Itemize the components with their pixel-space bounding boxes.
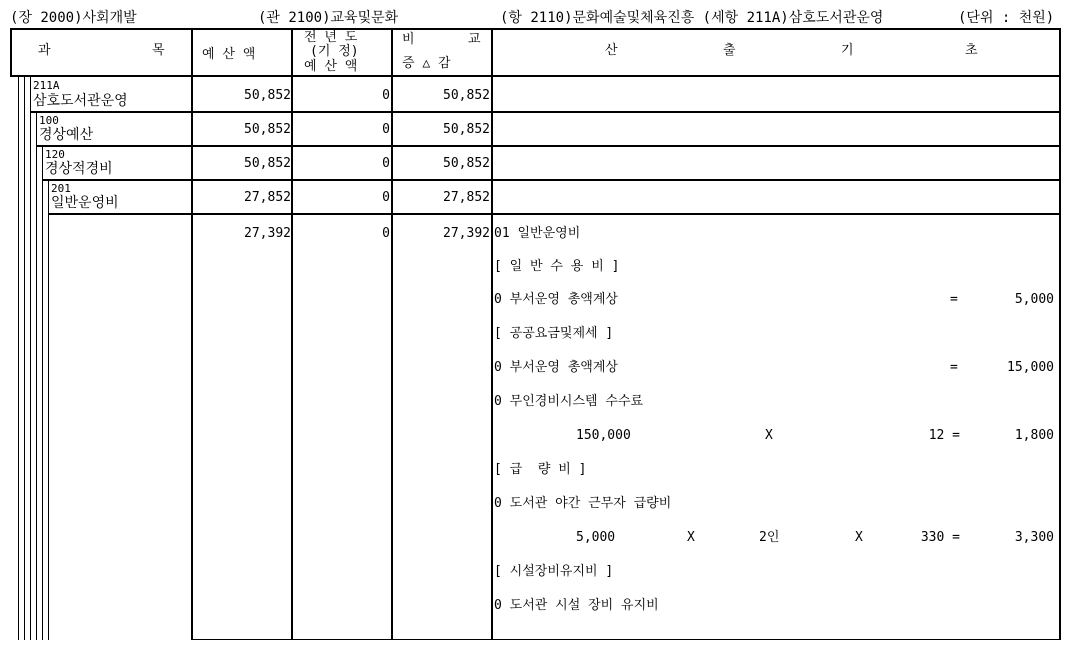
row-name: 경상예산 <box>39 127 94 143</box>
row-budget: 50,852 <box>244 122 291 137</box>
header-basis-1: 산 <box>605 43 618 58</box>
detail-section-3: [ 급 량 비 ] <box>494 462 587 477</box>
row-code: 201 <box>51 182 71 195</box>
row-name: 일반운영비 <box>51 195 119 211</box>
row-name: 경상적경비 <box>45 161 113 177</box>
detail-calc-4-a: 5,000 <box>576 530 616 545</box>
detail-budget: 27,392 <box>244 226 291 241</box>
row-name: 삼호도서관운영 <box>33 93 128 109</box>
header-basis-3: 기 <box>841 43 854 58</box>
detail-item-1-amount: 5,000 <box>1014 292 1054 307</box>
detail-item-3: 0 무인경비시스템 수수료 <box>494 394 644 409</box>
detail-section-1: [ 일 반 수 용 비 ] <box>494 259 620 274</box>
detail-calc-4-x1: X <box>687 530 695 545</box>
header-prev-1: 전 년 도 <box>304 30 358 45</box>
item-label: (항 2110)문화예술및체육진흥 (세항 211A)삼호도서관운영 <box>500 10 884 26</box>
chapter-label: (장 2000)사회개발 <box>10 10 137 26</box>
detail-calc-3-amount: 1,800 <box>1014 428 1054 443</box>
detail-item-2: 0 부서운영 총액계상 <box>494 360 618 375</box>
detail-diff: 27,392 <box>443 226 490 241</box>
section-label: (관 2100)교육및문화 <box>258 10 399 26</box>
row-prev: 0 <box>382 88 390 103</box>
detail-item-2-eq: = <box>950 360 958 375</box>
detail-item-4: 0 도서관 야간 근무자 급량비 <box>494 496 672 511</box>
row-code: 211A <box>33 79 60 92</box>
row-diff: 27,852 <box>443 190 490 205</box>
detail-calc-3-a: 150,000 <box>576 428 631 443</box>
detail-title: 01 일반운영비 <box>494 226 581 241</box>
detail-item-1: 0 부서운영 총액계상 <box>494 292 618 307</box>
detail-prev: 0 <box>382 226 390 241</box>
detail-calc-4-b: 2인 <box>759 530 780 545</box>
row-budget: 50,852 <box>244 156 291 171</box>
header-prev-2: (기 정) <box>310 44 359 59</box>
detail-calc-4-c: 330 = <box>920 530 960 545</box>
detail-calc-3-b: 12 = <box>928 428 960 443</box>
detail-item-5: 0 도서관 시설 장비 유지비 <box>494 598 659 613</box>
header-compare-b: 교 <box>468 32 481 47</box>
detail-calc-4-amount: 3,300 <box>1014 530 1054 545</box>
detail-section-4: [ 시설장비유지비 ] <box>494 564 614 579</box>
row-budget: 27,852 <box>244 190 291 205</box>
header-change: 증 △ 감 <box>402 56 451 71</box>
detail-item-1-eq: = <box>950 292 958 307</box>
header-basis-2: 출 <box>723 43 736 58</box>
unit-label: (단위 : 천원) <box>958 10 1055 26</box>
row-diff: 50,852 <box>443 88 490 103</box>
detail-section-2: [ 공공요금및제세 ] <box>494 326 614 341</box>
row-prev: 0 <box>382 190 390 205</box>
detail-calc-4-x2: X <box>855 530 863 545</box>
row-diff: 50,852 <box>443 156 490 171</box>
row-prev: 0 <box>382 122 390 137</box>
row-budget: 50,852 <box>244 88 291 103</box>
row-code: 100 <box>39 114 59 127</box>
header-budget: 예 산 액 <box>202 47 256 62</box>
header-subject-b: 목 <box>152 43 165 58</box>
header-prev-3: 예 산 액 <box>304 59 358 74</box>
header-subject-a: 과 <box>38 43 51 58</box>
row-diff: 50,852 <box>443 122 490 137</box>
header-compare-a: 비 <box>402 32 415 47</box>
detail-item-2-amount: 15,000 <box>1007 360 1054 375</box>
row-code: 120 <box>45 148 65 161</box>
row-prev: 0 <box>382 156 390 171</box>
detail-calc-3-x: X <box>765 428 773 443</box>
header-basis-4: 초 <box>965 43 978 58</box>
